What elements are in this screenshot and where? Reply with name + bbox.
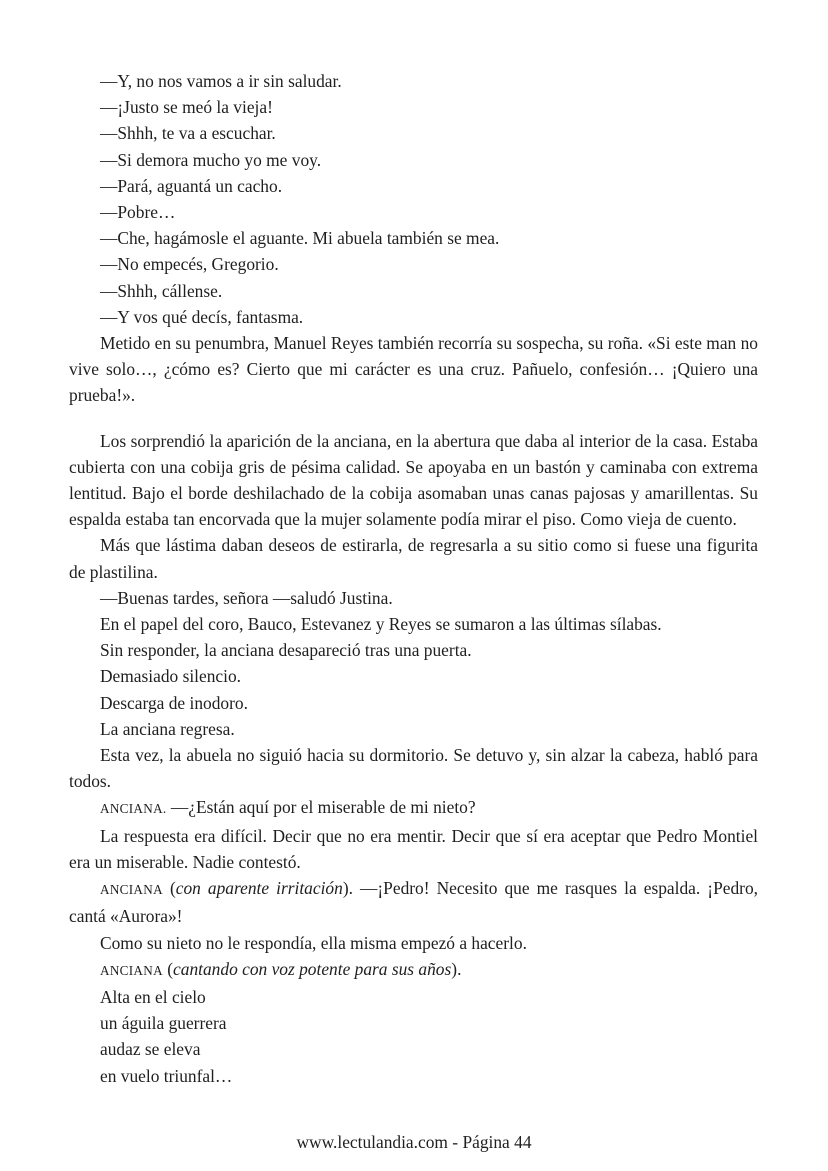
speech-text: —¡Pedro! Necesito que me rasques la espalda. ¡Pedro, cantá «Aurora»! [69,878,759,927]
line-regresa: La anciana regresa. [100,718,235,739]
song-line: un águila guerrera [100,1013,227,1034]
stage-direction: cantando con voz potente para sus años [173,958,452,979]
speaker-name: ANCIANA. [100,801,167,817]
page-footer [0,1130,828,1154]
speaker-name: ANCIANA [100,962,163,978]
dialogue-line: —Y vos qué decís, fantasma. [100,306,304,327]
page-separator: - Página [447,1132,515,1152]
stage-direction: con aparente irritación [175,878,343,899]
stage-open: ( [162,878,176,899]
page-number: 44 [514,1132,532,1152]
speaker-name: ANCIANA [100,882,163,898]
speech-anciana-2 [69,875,758,929]
dialogue-line: —Shhh, cállense. [100,280,223,301]
line-saludo: —Buenas tardes, señora —saludó Justina. [100,587,393,608]
stage-close: ). [451,958,462,979]
line-coro: En el papel del coro, Bauco, Estevanez y Reyes se sumaron a las últimas sílabas. [100,614,662,635]
song-line: Alta en el cielo [100,986,206,1007]
stage-close: ). [342,878,353,899]
paragraph-lastima: Más que lástima daban deseos de estirarla, de regresarla a su sitio como si fuese una figurita de plastilina. [69,535,758,582]
song-line: audaz se eleva [100,1039,201,1060]
dialogue-line: —Che, hagámosle el aguante. Mi abuela también se mea. [100,228,500,249]
speech-anciana-3 [69,956,758,984]
speech-text: —¿Están aquí por el miserable de mi nieto? [166,797,476,818]
dialogue-line: —Y, no nos vamos a ir sin saludar. [100,71,342,91]
dialogue-line: —Shhh, te va a escuchar. [100,123,276,144]
paragraph-reyes: Metido en su penumbra, Manuel Reyes también recorría su sospecha, su roña. «Si este man no vive solo…, ¿cómo es? Cierto que mi carácter es una cruz. Pañuelo, confesión… ¡Quiero una prueba!». [69,333,758,406]
paragraph-esta-vez: Esta vez, la abuela no siguió hacia su dormitorio. Se detuvo y, sin alzar la cabeza, habló para todos. [69,745,758,792]
dialogue-line: —Si demora mucho yo me voy. [100,149,322,170]
song-line: en vuelo triunfal… [100,1065,233,1086]
line-descarga: Descarga de inodoro. [100,692,248,713]
dialogue-line: —No empecés, Gregorio. [100,254,279,275]
paragraph-nieto: Como su nieto no le respondía, ella misma empezó a hacerlo. [100,932,527,953]
site-link[interactable]: www.lectulandia.com [296,1132,448,1152]
section-break [69,409,758,428]
line-sin-responder: Sin responder, la anciana desapareció tras una puerta. [100,640,472,661]
speech-anciana-1 [69,794,758,822]
line-silencio: Demasiado silencio. [100,666,242,687]
dialogue-line: —Pará, aguantá un cacho. [100,175,283,196]
paragraph-respuesta: La respuesta era difícil. Decir que no era mentir. Decir que sí era aceptar que Pedro Montiel era un miserable. Nadie contestó. [69,825,758,872]
dialogue-line: —Pobre… [100,202,176,223]
dialogue-line: —¡Justo se meó la vieja! [100,97,273,118]
paragraph-anciana: Los sorprendió la aparición de la anciana, en la abertura que daba al interior de la casa. Estaba cubierta con una cobija gris de pésima calidad. Se apoyaba en un bastón y caminaba con extrema lentitud. Bajo el borde deshilachado de la cobija asomaban unas canas pajosas y amarillentas. Su espalda estaba tan encorvada que la mujer solamente podía mirar el piso. Como vieja de cuento. [69,430,758,530]
page-body [69,68,758,1089]
stage-open: ( [162,958,174,979]
